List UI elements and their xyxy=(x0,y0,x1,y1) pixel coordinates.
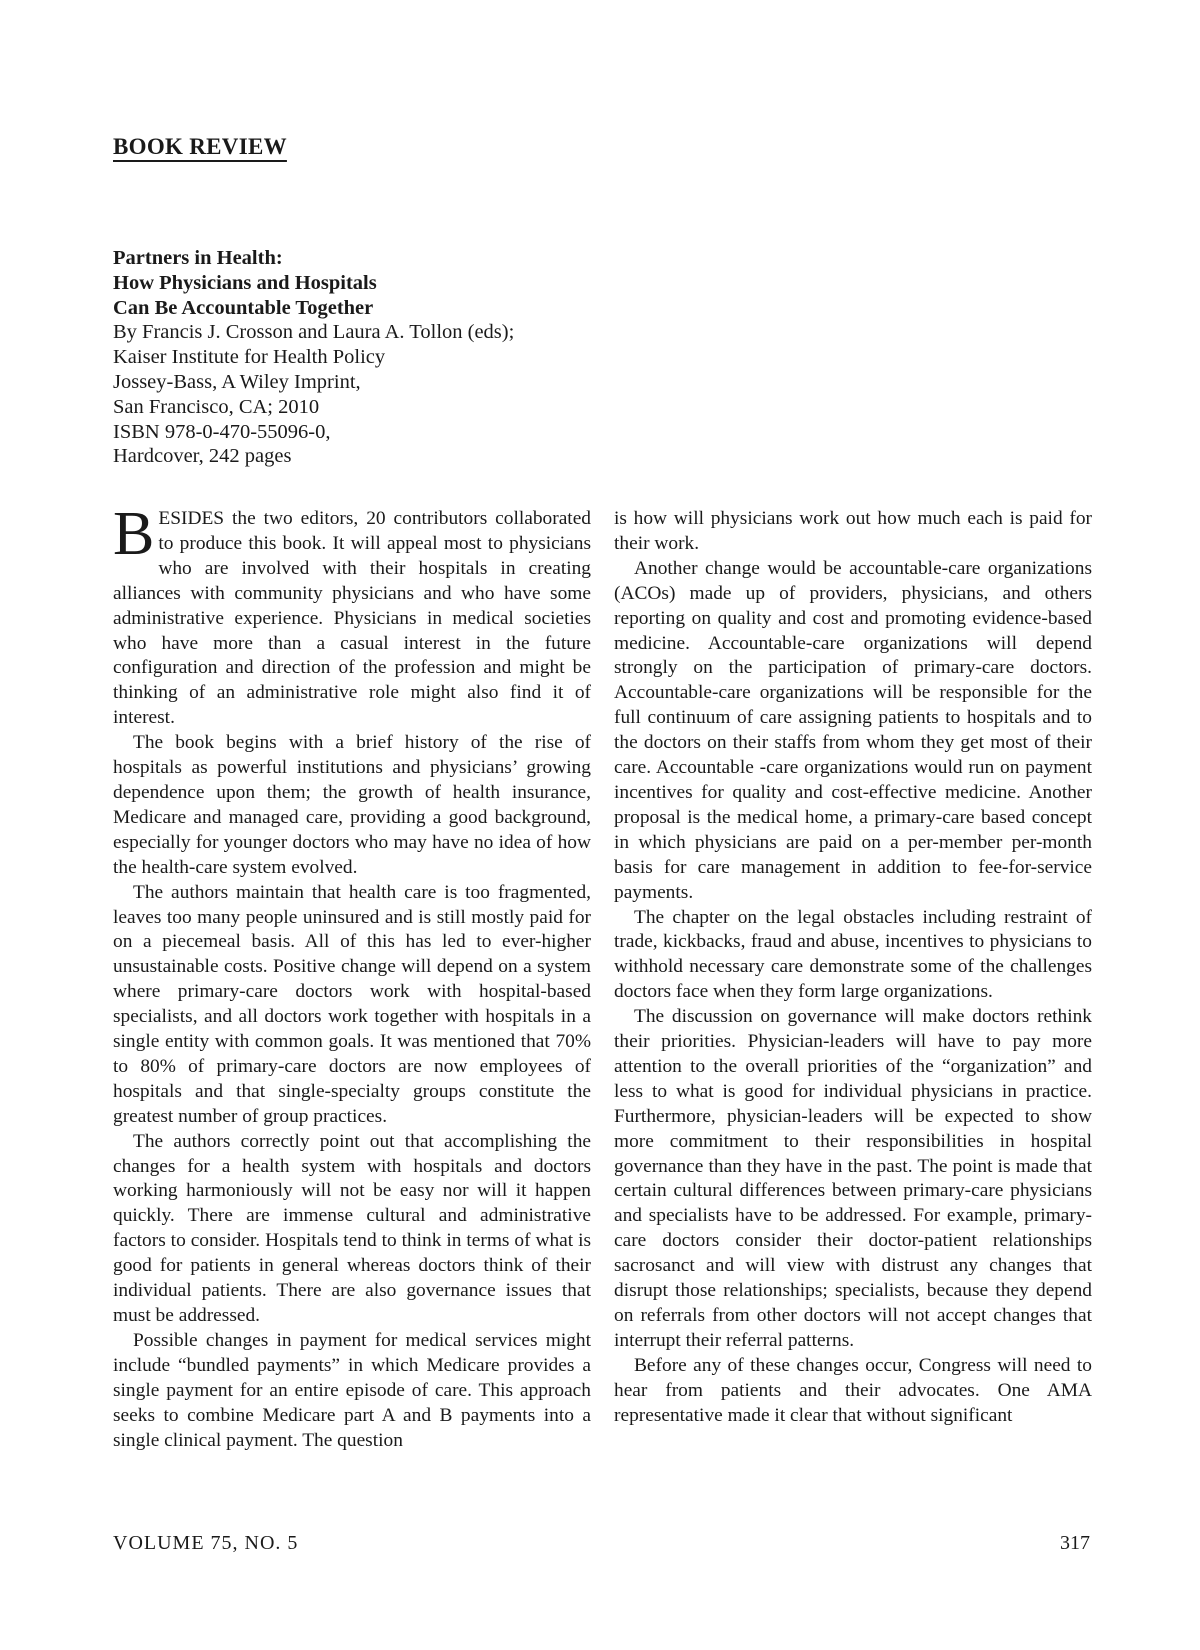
book-isbn: ISBN 978-0-470-55096-0, xyxy=(113,420,331,443)
paragraph: The discussion on governance will make doctors rethink their priorities. Physician-leaders will have to pay more attention to the overall priorities of the “organization” and less to what is good for individual physicians in practice. Furthermore, physician-leaders will be expected to show more commitment to their responsibilities in hospital governance than they have in the past. The point is made that certain cultural differences between primary-care physicians and specialists have to be addressed. For example, primary-care doctors consider their doctor-patient relationships sacrosanct and will view with distrust any changes that disrupt those relationships; specialists, because they depend on referrals from other doctors will not accept changes that interrupt their referral patterns. xyxy=(614,1006,1092,1351)
paragraph: The chapter on the legal obstacles including restraint of trade, kickbacks, fraud and abuse, incentives to physicians to withhold necessary care demonstrate some of the challenges doctors face when they form large organizations. xyxy=(614,906,1092,1003)
book-title-line: Can Be Accountable Together xyxy=(113,296,374,319)
book-title-line: Partners in Health: xyxy=(113,247,283,269)
paragraph: The authors maintain that health care is too fragmented, leaves too many people uninsured and is still mostly paid for on a piecemeal basis. All of this has led to ever-higher unsustainable costs. Positive change will depend on a system where primary-care doctors work with hospital-based specialists, and all doctors work together with hospitals in a single entity with common goals. It was mentioned that 70% to 80% of primary-care doctors are now employees of hospitals and that single-specialty groups constitute the greatest number of group practices. xyxy=(113,881,591,1127)
paragraph-text: ESIDES the two editors, 20 contributors collaborated to produce this book. It will appeal most to physicians who are involved with their hospitals in creating alliances with community physicians and who have some administrative experience. Physicians in medical societies who have more than a casual interest in the future configuration and direction of the profession and might be thinking of an administrative role might also find it of interest. xyxy=(113,508,591,729)
volume-footer: VOLUME 75, NO. 5 xyxy=(113,1532,299,1554)
drop-cap: B xyxy=(113,500,155,568)
book-title-line: How Physicians and Hospitals xyxy=(113,271,377,294)
paragraph: is how will physicians work out how much each is paid for their work. xyxy=(614,508,1092,554)
book-publisher: Jossey-Bass, A Wiley Imprint, xyxy=(113,370,361,393)
book-location-year: San Francisco, CA; 2010 xyxy=(113,395,320,418)
page-number: 317 xyxy=(1060,1532,1090,1554)
book-format: Hardcover, 242 pages xyxy=(113,445,292,468)
paragraph: The authors correctly point out that accomplishing the changes for a health system with hospitals and doctors working harmoniously will not be easy nor will it happen quickly. There are immense cultural and administrative factors to consider. Hospitals tend to think in terms of what is good for patients in general whereas doctors think of their individual patients. There are also governance issues that must be addressed. xyxy=(113,1130,591,1326)
left-column xyxy=(113,500,591,1453)
book-citation xyxy=(113,246,633,469)
book-authors: By Francis J. Crosson and Laura A. Tollon (eds); xyxy=(113,321,515,344)
paragraph: The book begins with a brief history of the rise of hospitals as powerful institutions and physicians’ growing dependence upon them; the growth of health insurance, Medicare and managed care, providing a good background, especially for younger doctors who may have no idea of how the health-care system evolved. xyxy=(113,732,591,878)
paragraph xyxy=(113,500,591,731)
book-institute: Kaiser Institute for Health Policy xyxy=(113,346,386,369)
paragraph: Another change would be accountable-care organizations (ACOs) made up of providers, physicians, and others reporting on quality and cost and promoting evidence-based medicine. Accountable-care organizations will depend strongly on the participation of primary-care doctors. Accountable-care organizations will be responsible for the full continuum of care assigning patients to hospitals and to the doctors on their staffs from whom they get most of their care. Accountable -care organizations would run on payment incentives for quality and cost-effective medicine. Another proposal is the medical home, a primary-care based concept in which physicians are paid on a per-member per-month basis for care management in addition to fee-for-service payments. xyxy=(614,557,1092,903)
section-title: BOOK REVIEW xyxy=(113,134,287,159)
paragraph: Possible changes in payment for medical services might include “bundled payments” in which Medicare provides a single payment for an entire episode of care. This approach seeks to combine Medicare part A and B payments into a single clinical payment. The question xyxy=(113,1329,591,1451)
paragraph: Before any of these changes occur, Congress will need to hear from patients and their advocates. One AMA representative made it clear that without significant xyxy=(614,1354,1092,1426)
right-column xyxy=(614,507,1092,1429)
